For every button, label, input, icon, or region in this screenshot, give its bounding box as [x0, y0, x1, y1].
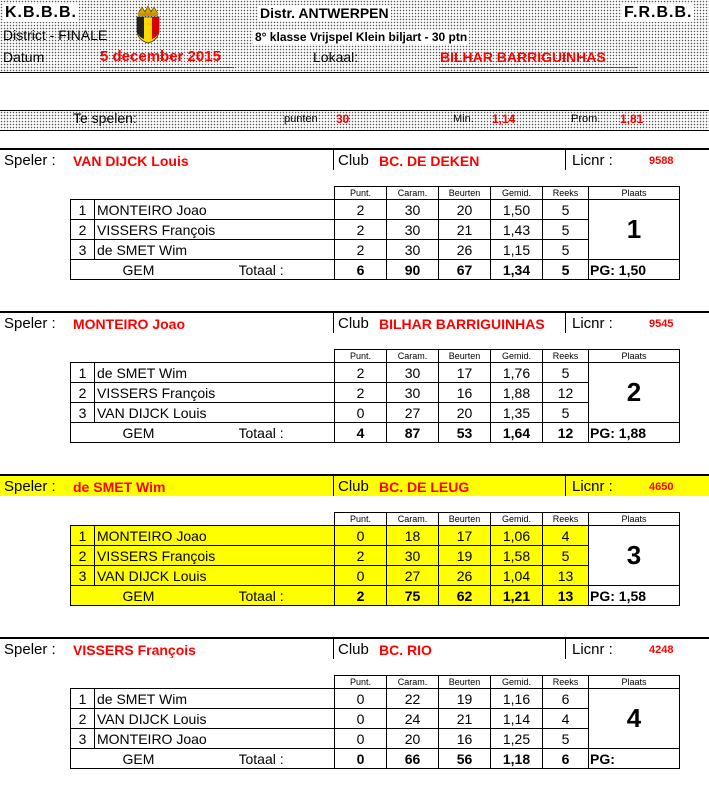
col-plaats: Plaats [589, 350, 680, 363]
punten-label: punten [284, 113, 318, 125]
datum-underline [100, 67, 234, 68]
player-line [0, 474, 709, 496]
match-nr: 1 [71, 200, 95, 220]
total-spacer [71, 423, 95, 443]
table-row [71, 363, 680, 383]
match-nr: 2 [71, 220, 95, 240]
results-table [70, 675, 680, 769]
subtitle: 8° klasse Vrijspel Klein biljart - 30 ptn [255, 30, 468, 44]
datum-label: Datum [3, 49, 45, 65]
total-spacer [71, 749, 95, 769]
player-section-3 [0, 474, 709, 637]
reeks: 5 [543, 403, 589, 423]
rank: 3 [589, 526, 680, 586]
total-beurten: 53 [439, 423, 491, 443]
opponent: VAN DIJCK Louis [95, 403, 335, 423]
table-row [71, 200, 680, 220]
gemid: 1,58 [491, 546, 543, 566]
club-name: BC. DE DEKEN [379, 153, 480, 169]
col-punt: Punt. [335, 350, 387, 363]
total-caram: 75 [387, 586, 439, 606]
col-gemid: Gemid. [491, 676, 543, 689]
te-spelen-label: Te spelen: [73, 110, 137, 126]
col-plaats: Plaats [589, 676, 680, 689]
beurten: 17 [439, 363, 491, 383]
total-reeks: 13 [543, 586, 589, 606]
divider [565, 639, 566, 659]
club-label: Club [338, 641, 369, 658]
licnr-value: 9545 [649, 318, 674, 330]
reeks: 13 [543, 566, 589, 586]
gem-label: GEM [95, 586, 239, 606]
table-row [71, 729, 680, 749]
speler-label: Speler : [4, 478, 56, 495]
match-nr: 1 [71, 363, 95, 383]
match-nr: 3 [71, 566, 95, 586]
pg-value: PG: 1,58 [589, 586, 680, 606]
caram: 30 [387, 240, 439, 260]
gemid: 1,35 [491, 403, 543, 423]
total-gemid: 1,18 [491, 749, 543, 769]
lokaal-value: BILHAR BARRIGUINHAS [440, 49, 606, 65]
totaal-label: Totaal : [239, 423, 335, 443]
total-gemid: 1,34 [491, 260, 543, 280]
gem-label: GEM [95, 260, 239, 280]
punt: 0 [335, 689, 387, 709]
club-label: Club [338, 315, 369, 332]
col-caram: Caram. [387, 187, 439, 200]
divider [333, 150, 334, 170]
right-org: F.R.B.B. [624, 4, 693, 21]
match-nr: 1 [71, 526, 95, 546]
licnr-label: Licnr : [572, 152, 613, 169]
player-name: de SMET Wim [73, 479, 166, 495]
beurten: 26 [439, 240, 491, 260]
gemid: 1,15 [491, 240, 543, 260]
totaal-label: Totaal : [239, 749, 335, 769]
gemid: 1,88 [491, 383, 543, 403]
caram: 20 [387, 729, 439, 749]
col-plaats: Plaats [589, 513, 680, 526]
total-caram: 90 [387, 260, 439, 280]
licnr-value: 4650 [649, 481, 674, 493]
total-punt: 0 [335, 749, 387, 769]
gemid: 1,50 [491, 200, 543, 220]
total-caram: 66 [387, 749, 439, 769]
gemid: 1,16 [491, 689, 543, 709]
total-gemid: 1,21 [491, 586, 543, 606]
col-gemid: Gemid. [491, 513, 543, 526]
min-label: Min. [453, 113, 474, 125]
player-name: VAN DIJCK Louis [73, 153, 189, 169]
total-spacer [71, 586, 95, 606]
opponent: MONTEIRO Joao [95, 526, 335, 546]
table-row [71, 566, 680, 586]
reeks: 5 [543, 220, 589, 240]
totaal-label: Totaal : [239, 260, 335, 280]
pg-value: PG: [589, 749, 680, 769]
total-row [71, 586, 680, 606]
total-reeks: 6 [543, 749, 589, 769]
beurten: 21 [439, 709, 491, 729]
gemid: 1,14 [491, 709, 543, 729]
total-row [71, 260, 680, 280]
col-reeks: Reeks [543, 350, 589, 363]
beurten: 20 [439, 200, 491, 220]
divider [565, 313, 566, 333]
totaal-label: Totaal : [239, 586, 335, 606]
caram: 30 [387, 363, 439, 383]
col-gemid: Gemid. [491, 350, 543, 363]
opponent: VISSERS François [95, 546, 335, 566]
col-reeks: Reeks [543, 187, 589, 200]
player-name: MONTEIRO Joao [73, 316, 186, 332]
caram: 24 [387, 709, 439, 729]
caram: 22 [387, 689, 439, 709]
licnr-value: 4248 [649, 644, 674, 656]
divider [565, 150, 566, 170]
results-table [70, 186, 680, 280]
match-nr: 3 [71, 240, 95, 260]
rank: 2 [589, 363, 680, 423]
col-beurten: Beurten [439, 513, 491, 526]
reeks: 6 [543, 689, 589, 709]
rank: 4 [589, 689, 680, 749]
gemid: 1,43 [491, 220, 543, 240]
speler-label: Speler : [4, 641, 56, 658]
col-caram: Caram. [387, 350, 439, 363]
total-gemid: 1,64 [491, 423, 543, 443]
caram: 27 [387, 566, 439, 586]
caram: 30 [387, 200, 439, 220]
opponent: VISSERS François [95, 220, 335, 240]
licnr-label: Licnr : [572, 641, 613, 658]
club-label: Club [338, 152, 369, 169]
col-punt: Punt. [335, 513, 387, 526]
club-name: BC. DE LEUG [379, 479, 470, 495]
pg-value: PG: 1,88 [589, 423, 680, 443]
punt: 0 [335, 403, 387, 423]
min-value: 1,14 [492, 112, 516, 126]
district-title: Distr. ANTWERPEN [260, 5, 389, 21]
col-plaats: Plaats [589, 187, 680, 200]
player-section-4 [0, 637, 709, 800]
col-caram: Caram. [387, 676, 439, 689]
col-punt: Punt. [335, 676, 387, 689]
beurten: 19 [439, 546, 491, 566]
datum-value: 5 december 2015 [100, 48, 221, 65]
gemid: 1,25 [491, 729, 543, 749]
gemid: 1,06 [491, 526, 543, 546]
total-reeks: 5 [543, 260, 589, 280]
opponent: de SMET Wim [95, 240, 335, 260]
match-nr: 2 [71, 546, 95, 566]
punt: 2 [335, 200, 387, 220]
total-beurten: 56 [439, 749, 491, 769]
speler-label: Speler : [4, 315, 56, 332]
table-row [71, 383, 680, 403]
licnr-label: Licnr : [572, 478, 613, 495]
opponent: VAN DIJCK Louis [95, 709, 335, 729]
table-row [71, 689, 680, 709]
punt: 2 [335, 240, 387, 260]
beurten: 19 [439, 689, 491, 709]
punt: 2 [335, 220, 387, 240]
results-table [70, 512, 680, 606]
divider [333, 476, 334, 496]
reeks: 5 [543, 546, 589, 566]
match-nr: 1 [71, 689, 95, 709]
match-nr: 2 [71, 709, 95, 729]
match-nr: 3 [71, 729, 95, 749]
reeks: 5 [543, 363, 589, 383]
opponent: VISSERS François [95, 383, 335, 403]
opponent: MONTEIRO Joao [95, 200, 335, 220]
club-name: BILHAR BARRIGUINHAS [379, 316, 545, 332]
table-row [71, 709, 680, 729]
player-line [0, 148, 709, 170]
speler-label: Speler : [4, 152, 56, 169]
licnr-label: Licnr : [572, 315, 613, 332]
col-beurten: Beurten [439, 187, 491, 200]
pg-value: PG: 1,50 [589, 260, 680, 280]
club-name: BC. RIO [379, 642, 432, 658]
player-line [0, 311, 709, 333]
total-punt: 4 [335, 423, 387, 443]
gem-label: GEM [95, 749, 239, 769]
total-reeks: 12 [543, 423, 589, 443]
table-row [71, 240, 680, 260]
total-punt: 2 [335, 586, 387, 606]
caram: 18 [387, 526, 439, 546]
caram: 27 [387, 403, 439, 423]
header-bottom-line [0, 72, 709, 73]
total-beurten: 67 [439, 260, 491, 280]
punt: 2 [335, 363, 387, 383]
opponent: de SMET Wim [95, 363, 335, 383]
col-beurten: Beurten [439, 676, 491, 689]
punt: 0 [335, 709, 387, 729]
total-row [71, 749, 680, 769]
punt: 0 [335, 566, 387, 586]
total-spacer [71, 260, 95, 280]
col-caram: Caram. [387, 513, 439, 526]
beurten: 20 [439, 403, 491, 423]
prom-value: 1,81 [620, 112, 644, 126]
table-row [71, 546, 680, 566]
match-nr: 3 [71, 403, 95, 423]
col-gemid: Gemid. [491, 187, 543, 200]
col-reeks: Reeks [543, 513, 589, 526]
prom-label: Prom. [571, 113, 601, 125]
punt: 0 [335, 526, 387, 546]
opponent: de SMET Wim [95, 689, 335, 709]
club-label: Club [338, 478, 369, 495]
total-beurten: 62 [439, 586, 491, 606]
beurten: 21 [439, 220, 491, 240]
col-beurten: Beurten [439, 350, 491, 363]
table-row [71, 526, 680, 546]
total-row [71, 423, 680, 443]
player-section-1 [0, 148, 709, 311]
rank: 1 [589, 200, 680, 260]
col-reeks: Reeks [543, 676, 589, 689]
caram: 30 [387, 220, 439, 240]
col-punt: Punt. [335, 187, 387, 200]
caram: 30 [387, 383, 439, 403]
player-name: VISSERS François [73, 642, 196, 658]
district-label: District - FINALE [3, 27, 108, 43]
total-punt: 6 [335, 260, 387, 280]
caram: 30 [387, 546, 439, 566]
punt: 2 [335, 546, 387, 566]
punt: 2 [335, 383, 387, 403]
beurten: 26 [439, 566, 491, 586]
opponent: MONTEIRO Joao [95, 729, 335, 749]
reeks: 12 [543, 383, 589, 403]
beurten: 17 [439, 526, 491, 546]
player-section-2 [0, 311, 709, 474]
lokaal-underline [440, 67, 638, 68]
beurten: 16 [439, 383, 491, 403]
results-table [70, 349, 680, 443]
left-org: K.B.B.B. [5, 4, 77, 21]
reeks: 4 [543, 709, 589, 729]
player-line [0, 637, 709, 659]
lokaal-label: Lokaal: [313, 49, 359, 65]
crest-icon [132, 4, 164, 44]
total-caram: 87 [387, 423, 439, 443]
table-row [71, 403, 680, 423]
punt: 0 [335, 729, 387, 749]
gemid: 1,04 [491, 566, 543, 586]
divider [565, 476, 566, 496]
beurten: 16 [439, 729, 491, 749]
reeks: 5 [543, 729, 589, 749]
licnr-value: 9588 [649, 155, 674, 167]
divider [333, 639, 334, 659]
divider [333, 313, 334, 333]
reeks: 5 [543, 200, 589, 220]
gemid: 1,76 [491, 363, 543, 383]
opponent: VAN DIJCK Louis [95, 566, 335, 586]
gem-label: GEM [95, 423, 239, 443]
reeks: 5 [543, 240, 589, 260]
match-nr: 2 [71, 383, 95, 403]
table-row [71, 220, 680, 240]
punten-value: 30 [336, 112, 350, 126]
reeks: 4 [543, 526, 589, 546]
